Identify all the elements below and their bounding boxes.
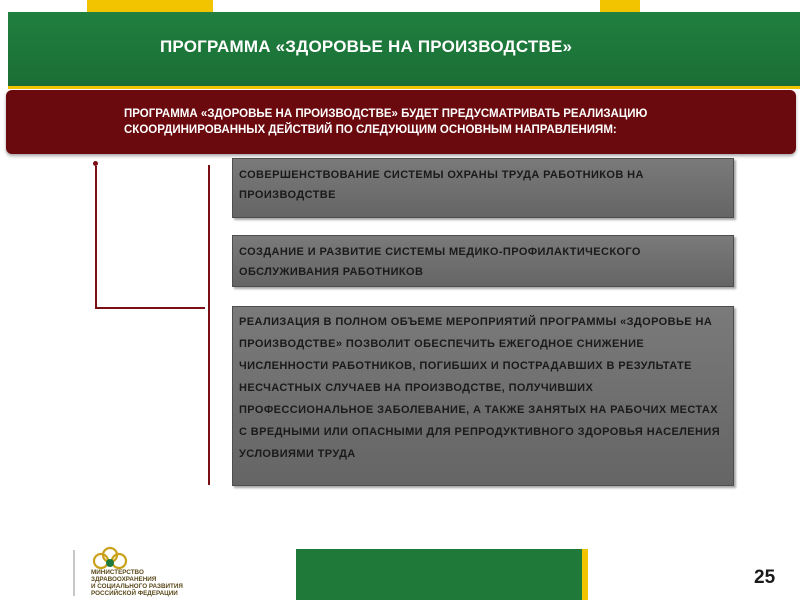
logo-text-line-1: МИНИСТЕРСТВО	[91, 569, 144, 576]
page-title: ПРОГРАММА «ЗДОРОВЬЕ НА ПРОИЗВОДСТВЕ»	[160, 37, 573, 56]
connector-line-left	[95, 166, 97, 309]
direction-text-3: РЕАЛИЗАЦИЯ В ПОЛНОМ ОБЪЕМЕ МЕРОПРИЯТИЙ ПРОГРАММЫ «ЗДОРОВЬЕ НА ПРОИЗВОДСТВЕ» ПОЗВОЛИТ ОБЕСПЕЧИТЬ ЕЖЕГОДНОЕ СНИЖЕНИЕ ЧИСЛЕННОСТИ РАБОТНИКОВ, ПОГИБШИХ И ПОСТРАДАВШИХ В РЕЗУЛЬТАТЕ НЕСЧАСТНЫХ СЛУЧАЕВ НА ПРОИЗВОДСТВЕ, ПОЛУЧИВШИХ ПРОФЕССИОНАЛЬНОЕ ЗАБОЛЕВАНИЕ, А ТАКЖЕ ЗАНЯТЫХ НА РАБОЧИХ МЕСТАХ С ВРЕДНЫМИ ИЛИ ОПАСНЫМИ ДЛЯ РЕПРОДУКТИВНОГО ЗДОРОВЬЯ НАСЕЛЕНИЯ УСЛОВИЯМИ ТРУДА	[239, 316, 720, 460]
top-accent-tab-left	[87, 0, 213, 12]
footer-divider	[73, 550, 75, 596]
intro-banner-line-2: СКООРДИНИРОВАННЫХ ДЕЙСТВИЙ ПО СЛЕДУЮЩИМ ОСНОВНЫМ НАПРАВЛЕНИЯМ:	[124, 124, 617, 136]
footer-accent	[582, 549, 588, 600]
logo-text-line-2: ЗДРАВООХРАНЕНИЯ	[91, 576, 157, 583]
logo-text-line-3: И СОЦИАЛЬНОГО РАЗВИТИЯ	[91, 583, 183, 590]
page-number: 25	[754, 567, 776, 588]
direction-text-1: СОВЕРШЕНСТВОВАНИЕ СИСТЕМЫ ОХРАНЫ ТРУДА РАБОТНИКОВ НА ПРОИЗВОДСТВЕ	[239, 169, 644, 201]
connector-line-horizontal	[95, 307, 205, 309]
direction-box-2	[232, 235, 734, 287]
intro-banner	[6, 90, 796, 154]
intro-banner-line-1: ПРОГРАММА «ЗДОРОВЬЕ НА ПРОИЗВОДСТВЕ» БУДЕТ ПРЕДУСМАТРИВАТЬ РЕАЛИЗАЦИЮ	[124, 108, 648, 120]
footer-bar	[296, 549, 582, 600]
connector-line-right	[208, 165, 210, 485]
header-divider	[8, 86, 800, 89]
ministry-logo-text	[91, 569, 231, 597]
direction-box-1	[232, 158, 734, 218]
direction-text-2: СОЗДАНИЕ И РАЗВИТИЕ СИСТЕМЫ МЕДИКО-ПРОФИЛАКТИЧЕСКОГО ОБСЛУЖИВАНИЯ РАБОТНИКОВ	[239, 246, 641, 278]
intro-banner-text	[124, 106, 744, 138]
logo-text-line-4: РОССИЙСКОЙ ФЕДЕРАЦИИ	[91, 590, 178, 597]
top-accent-tab-right	[600, 0, 640, 12]
direction-box-3	[232, 306, 734, 486]
